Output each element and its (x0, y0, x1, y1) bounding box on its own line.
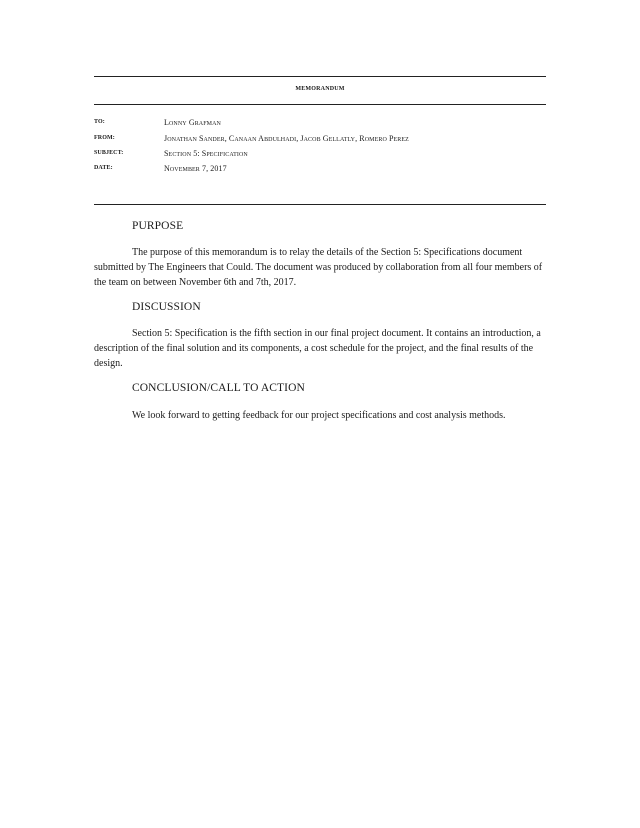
conclusion-heading: CONCLUSION/CALL TO ACTION (132, 382, 305, 394)
to-label: TO: (94, 119, 105, 125)
top-rule (94, 76, 546, 77)
header-bottom-rule (94, 204, 546, 205)
discussion-paragraph: Section 5: Specification is the fifth section in our final project document. It contains an introduction, a description of the final solution and its components, a cost schedule for the project, and the final results of the design. (94, 328, 541, 369)
subject-label: SUBJECT: (94, 150, 124, 156)
to-value: Lonny Grafman (164, 118, 221, 127)
subject-value: Section 5: Specification (164, 149, 248, 158)
header-row-subject (94, 150, 546, 162)
memo-title: MEMORANDUM (295, 86, 345, 92)
title-rule (94, 104, 546, 105)
from-label: FROM: (94, 135, 115, 141)
from-value: Jonathan Sander, Canaan Abdulhadi, Jacob Gellatly, Romero Perez (164, 134, 409, 143)
header-row-from (94, 135, 546, 147)
header-row-to (94, 119, 546, 131)
discussion-heading: DISCUSSION (132, 301, 201, 313)
purpose-paragraph: The purpose of this memorandum is to relay the details of the Section 5: Specifications document submitted by The Engineers that Could. The document was produced by collaboration from all four members of the team on between November 6th and 7th, 2017. (94, 247, 543, 288)
header-row-date (94, 165, 546, 177)
date-value: November 7, 2017 (164, 164, 227, 173)
date-label: DATE: (94, 165, 113, 171)
conclusion-paragraph: We look forward to getting feedback for our project specifications and cost analysis methods. (132, 410, 506, 421)
purpose-heading: PURPOSE (132, 220, 184, 232)
